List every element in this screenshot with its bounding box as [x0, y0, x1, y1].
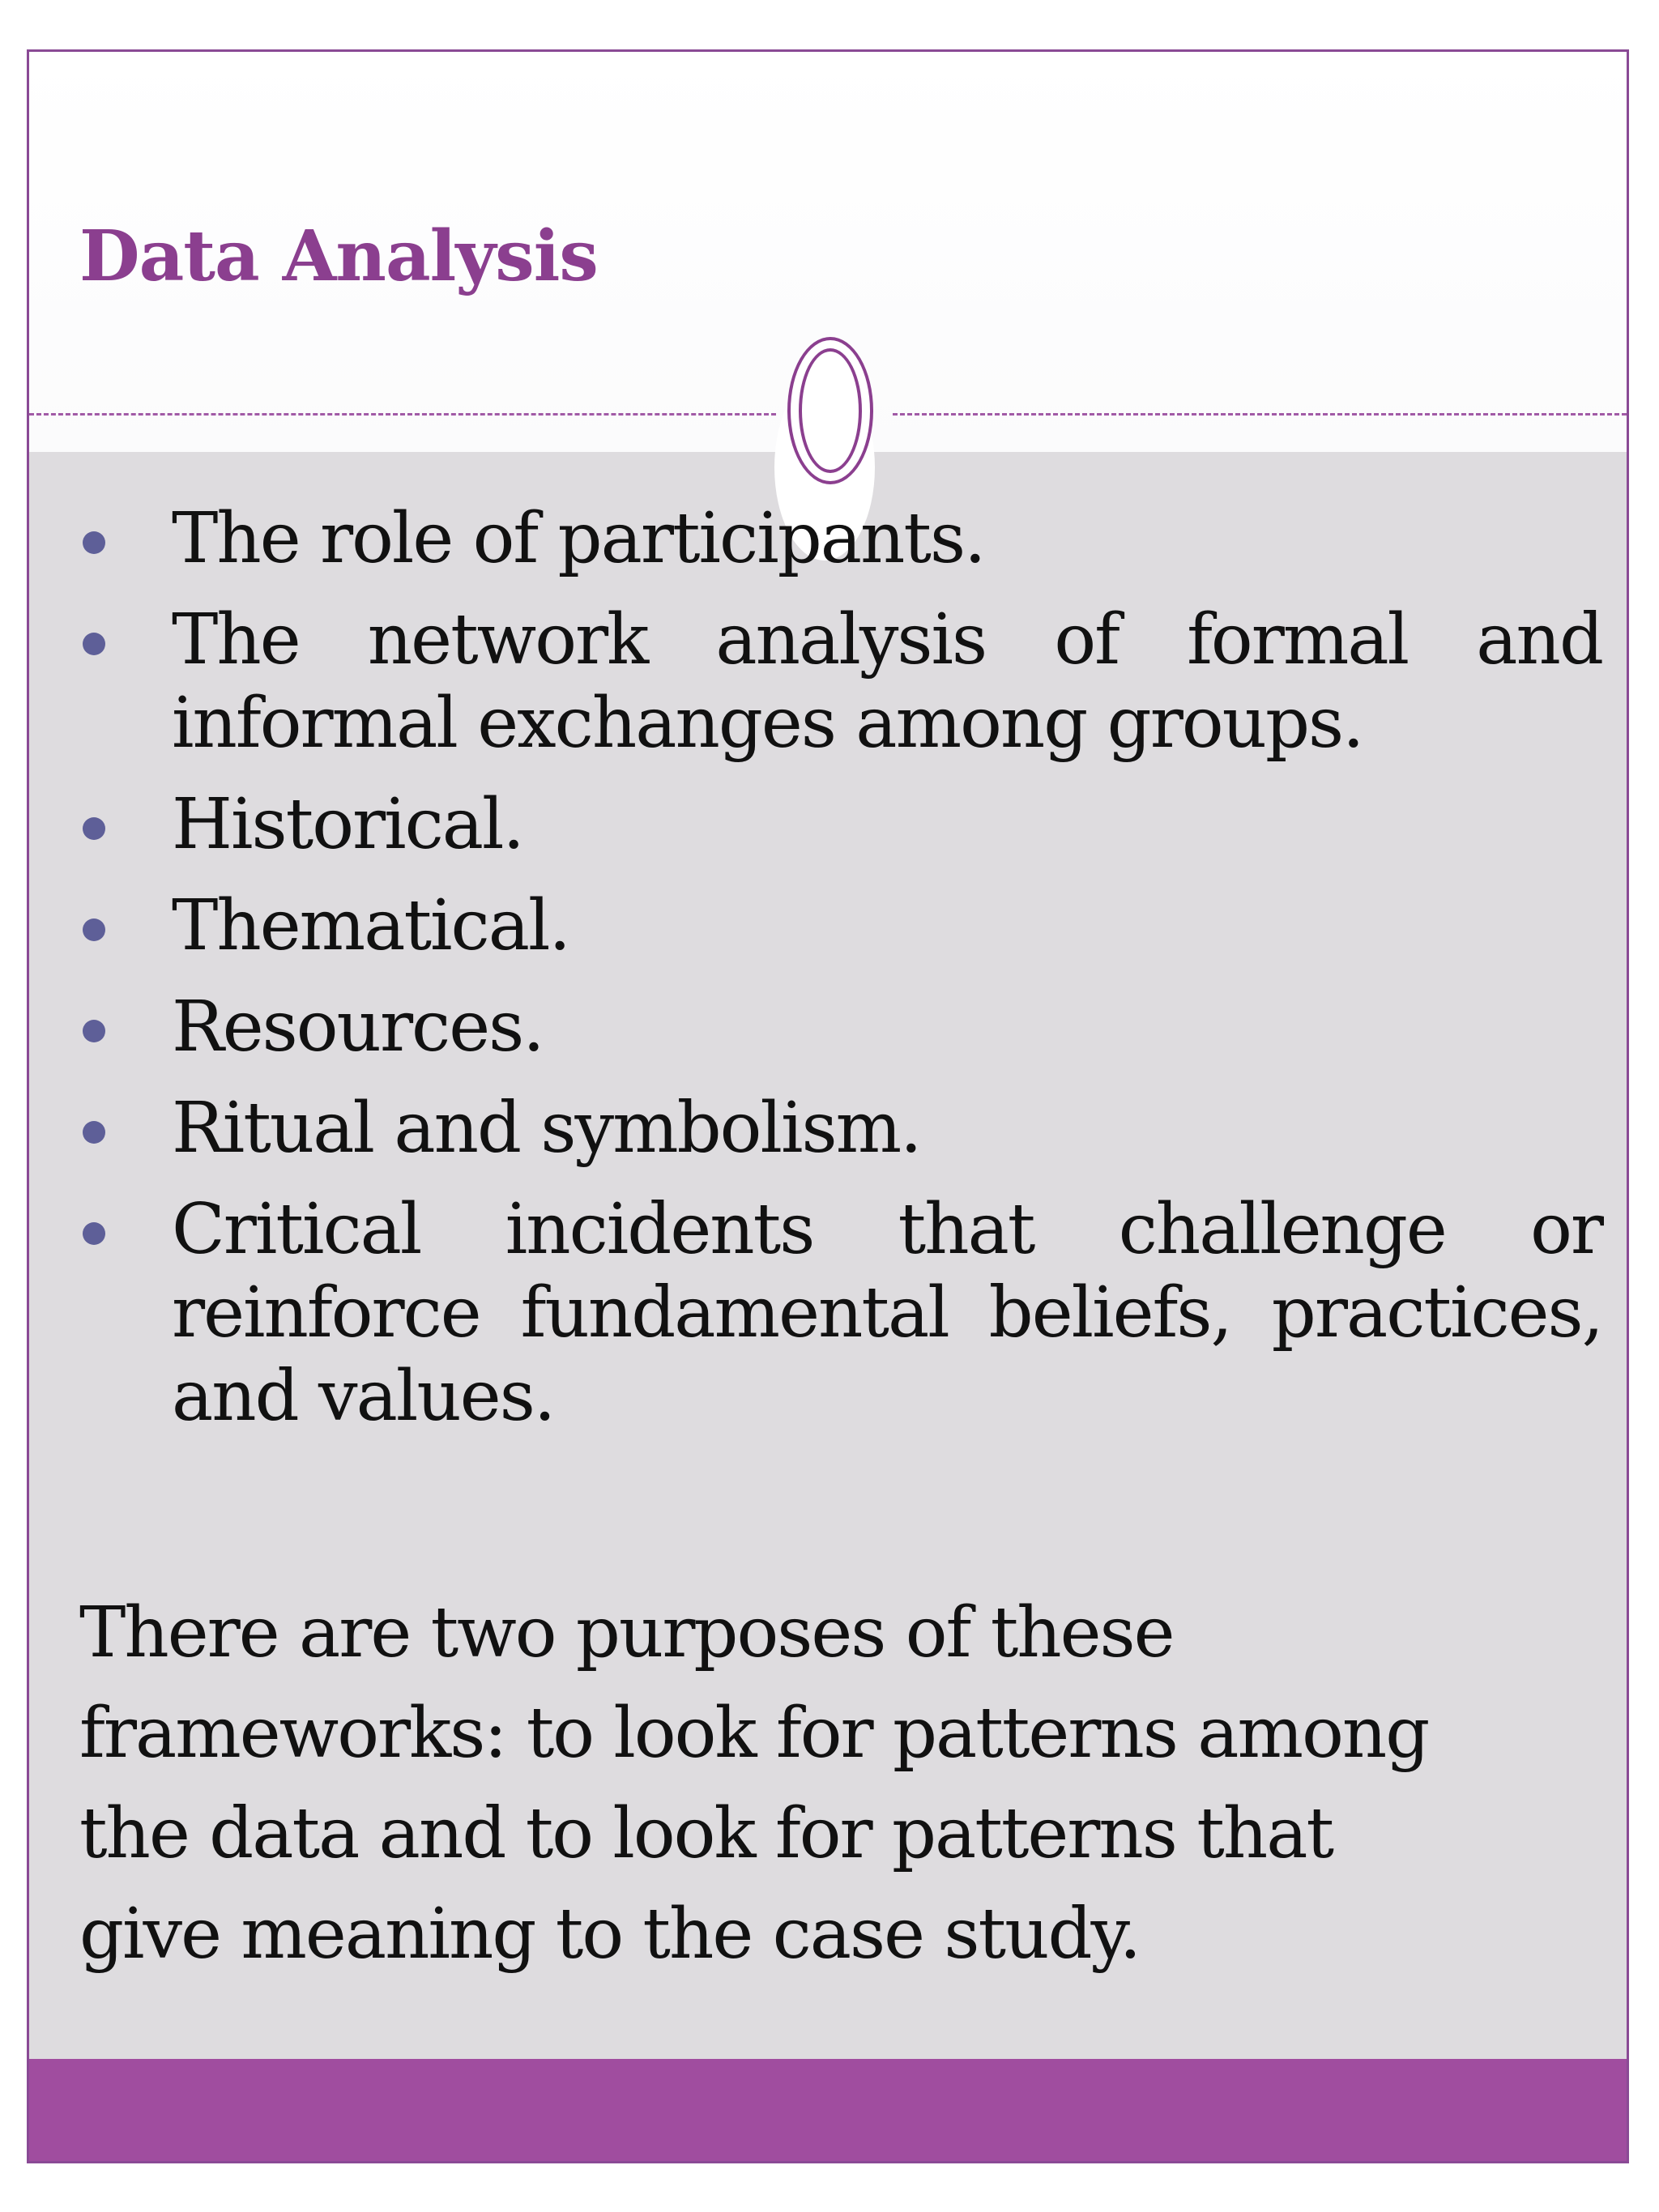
oval-ornament-inner [799, 348, 862, 473]
bullet-text: Resources. [172, 987, 544, 1068]
dashed-divider-left [29, 413, 776, 416]
paragraph-line: frameworks: to look for patterns among [79, 1693, 1429, 1774]
bullet-item [79, 497, 1602, 581]
bullet-item [79, 783, 1602, 867]
paragraph-line: the data and to look for patterns that [79, 1793, 1333, 1874]
slide-title: Data Analysis [79, 215, 598, 297]
bullet-icon [83, 1121, 105, 1144]
bullet-item [79, 1188, 1602, 1438]
bullet-text: Historical. [172, 784, 523, 865]
bullet-text: The role of participants. [172, 498, 985, 579]
bullet-icon [83, 817, 105, 840]
bullet-icon [83, 531, 105, 554]
bullet-icon [83, 633, 105, 655]
slide [27, 49, 1629, 2163]
summary-paragraph [79, 1583, 1537, 1984]
bullet-icon [83, 1020, 105, 1042]
bullet-text: The network analysis of formal and informal exchanges among groups. [172, 599, 1602, 764]
bullet-item [79, 1087, 1602, 1170]
bullet-text: Thematical. [172, 885, 569, 966]
bullet-text: Critical incidents that challenge or reinforce fundamental beliefs, practices, and values. [172, 1189, 1602, 1437]
dashed-divider-right [893, 413, 1627, 416]
bullet-item [79, 884, 1602, 968]
bullet-icon [83, 1222, 105, 1245]
bullet-item [79, 986, 1602, 1069]
paragraph-line: There are two purposes of these [79, 1592, 1174, 1673]
bullet-icon [83, 918, 105, 941]
paragraph-line: give meaning to the case study. [79, 1894, 1141, 1975]
bullet-text: Ritual and symbolism. [172, 1088, 921, 1169]
footer-bar [29, 2059, 1627, 2161]
bullet-list [79, 497, 1602, 1456]
bullet-item [79, 599, 1602, 765]
